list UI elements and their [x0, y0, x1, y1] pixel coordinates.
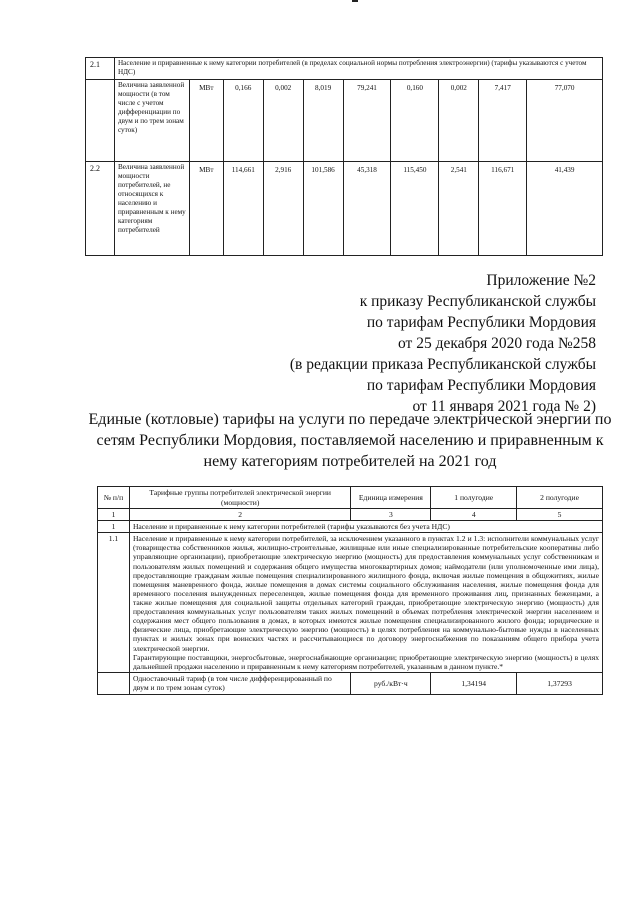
row-label: Величина заявленной мощности потребителей, не относящихся к населению и приравненным к нему категориям потребителей	[114, 162, 189, 256]
col-header-h1: 1 полугодие	[431, 487, 517, 509]
value-cell: 116,671	[479, 162, 527, 256]
value-cell: 45,318	[343, 162, 391, 256]
value-cell: 79,241	[343, 80, 391, 162]
table-row	[86, 58, 603, 80]
document-title	[80, 409, 620, 472]
row-code: 1	[98, 521, 130, 533]
row-heading: Население и приравненные к нему категории потребителей (в пределах социальной нормы потребления электроэнергии) (тарифы указываются с учетом НДС)	[114, 58, 602, 80]
title-line: Единые (котловые) тарифы на услуги по передаче электрической энергии по	[88, 411, 612, 428]
value-cell: 101,586	[303, 162, 343, 256]
col-number: 5	[517, 509, 603, 521]
col-header-groups: Тарифные группы потребителей электрической энергии (мощности)	[129, 487, 351, 509]
section-heading: Население и приравненные к нему категории потребителей (тарифы указываются без учета НДС)	[129, 521, 602, 533]
value-cell: 41,439	[527, 162, 603, 256]
appendix-line: от 11 января 2021 года № 2)	[412, 398, 596, 415]
table-row	[86, 162, 603, 256]
row-code: 2.2	[86, 162, 115, 256]
value-cell: 2,916	[263, 162, 303, 256]
appendix-line: (в редакции приказа Республиканской службы	[289, 356, 596, 373]
title-line: нему категориям потребителей на 2021 год	[203, 453, 497, 470]
col-number: 4	[431, 509, 517, 521]
value-cell: 1,34194	[431, 672, 517, 694]
value-cell: 2,541	[439, 162, 479, 256]
value-cell: 8,019	[303, 80, 343, 162]
scan-mark	[352, 0, 358, 2]
value-cell: 7,417	[479, 80, 527, 162]
tariff-label: Одноставочный тариф (в том числе дифференцированный по двум и по трем зонам суток)	[129, 672, 351, 694]
value-cell: 0,166	[223, 80, 263, 162]
col-number: 2	[129, 509, 351, 521]
value-cell: 0,002	[439, 80, 479, 162]
unit-cell: руб./кВт·ч	[351, 672, 431, 694]
row-label: Величина заявленной мощности (в том числе с учетом дифференциации по двум и по трем зонам суток)	[114, 80, 189, 162]
col-number: 3	[351, 509, 431, 521]
row-description	[129, 533, 602, 673]
value-cell: 0,160	[391, 80, 439, 162]
description-paragraph: Гарантирующие поставщики, энергосбытовые, энергоснабжающие организации; приобретающие электрическую энергию (мощность) в целях дальнейшей продажи населению и приравненным к нему категориям потребителей, указанным в данном пункте.*	[132, 652, 599, 671]
col-header-num: № п/п	[98, 487, 130, 509]
appendix-note	[196, 270, 596, 417]
value-cell: 1,37293	[517, 672, 603, 694]
appendix-line: Приложение №2	[486, 272, 596, 289]
col-header-h2: 2 полугодие	[517, 487, 603, 509]
row-code: 2.1	[86, 58, 115, 80]
unit-cell: МВт	[189, 80, 223, 162]
column-number-row	[98, 509, 603, 521]
row-code: 1.1	[98, 533, 130, 673]
table-row	[98, 521, 603, 533]
col-header-unit: Единица измерения	[351, 487, 431, 509]
value-cell: 114,661	[223, 162, 263, 256]
title-line: сетям Республики Мордовия, поставляемой населению и приравненным к	[96, 432, 604, 449]
appendix-line: по тарифам Республики Мордовия	[366, 377, 596, 394]
tariff-table	[97, 486, 603, 695]
appendix-line: от 25 декабря 2020 года №258	[398, 335, 596, 352]
table-row	[98, 533, 603, 673]
description-paragraph: Население и приравненные к нему категории потребителей, за исключением указанного в пунктах 1.2 и 1.3: исполнители коммунальных услуг (товарищества собственников жилья, жилищно-строительные, жилищные или иные специализированные потребительские кооперативы либо управляющие организации), приобретающие электрическую энергию (мощность) для предоставления коммунальных услуг собственникам и пользователям жилых помещений и содержания общего имущества многоквартирных домов; наймодатели (или уполномоченные ими лица), предоставляющие гражданам жилые помещения специализированного жилищного фонда, включая жилые помещения в общежитиях, жилые помещения маневренного фонда, жилые помещения в домах системы социального обслуживания населения, жилые помещения фонда для временного поселения вынужденных переселенцев, жилые помещения фонда для временного проживания лиц, признанных беженцами, а также жилые помещения для социальной защиты отдельных категорий граждан, приобретающие электрическую энергию (мощность) для предоставления коммунальных услуг пользователям таких жилых помещений в объемах потребления электрической энергии населением и содержания мест общего пользования в домах, в которых имеются жилые помещения специализированного жилого фонда; юридические и физические лица, приобретающие электрическую энергию (мощность) в целях потребления на коммунально-бытовые нужды в населенных пунктах и жилых зонах при воинских частях и рассчитывающиеся по договору энергоснабжения по показаниям общего прибора учета электрической энергии.	[132, 534, 599, 653]
appendix-line: по тарифам Республики Мордовия	[366, 314, 596, 331]
col-number: 1	[98, 509, 130, 521]
table-row	[86, 80, 603, 162]
value-cell: 115,450	[391, 162, 439, 256]
value-cell: 77,070	[527, 80, 603, 162]
appendix-line: к приказу Республиканской службы	[359, 293, 596, 310]
tariff-volume-table	[85, 57, 603, 256]
value-cell: 0,002	[263, 80, 303, 162]
table-row	[98, 672, 603, 694]
table-header-row	[98, 487, 603, 509]
unit-cell: МВт	[189, 162, 223, 256]
